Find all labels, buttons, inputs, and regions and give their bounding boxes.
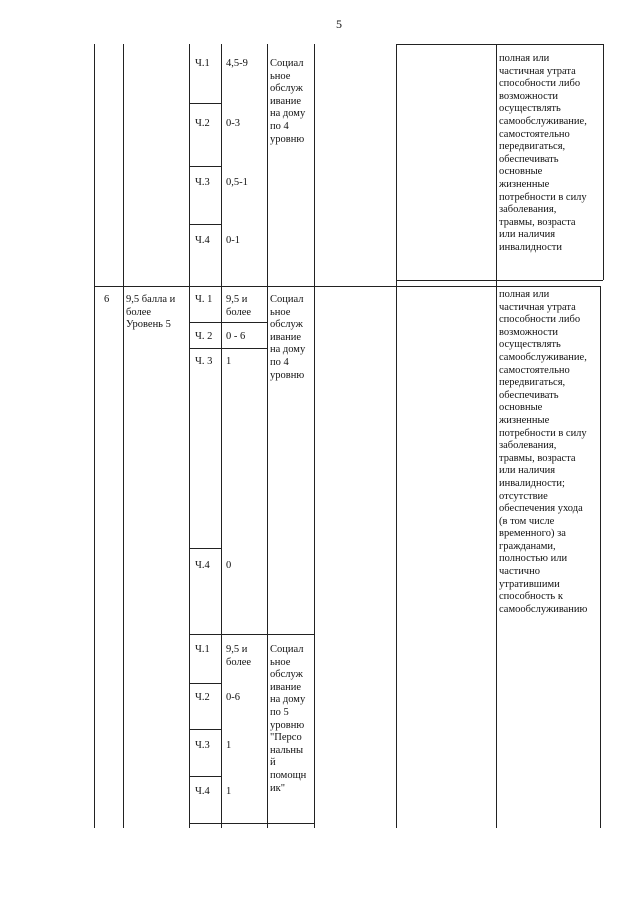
block2a-score-1: 9,5 и более xyxy=(226,294,252,318)
block2a-service-cell: Социал ьное обслуж ивание на дому по 4 уровню xyxy=(270,294,306,381)
block2-note-cell: полная или частичная утрата способности либо возможности осуществлять самообслуживание, самостоятельно передвигаться, обеспечивать основные жизненные потребности в силу заболевания, травмы, возраста или наличия инвалидности; отсутствие обеспечения ухода (в том числе временного) за гражданами, полностью или частично утратившими способность к самообслуживанию xyxy=(499,289,588,615)
block1-score-1: 4,5-9 xyxy=(226,58,248,69)
block2a-score-2: 0 - 6 xyxy=(226,331,246,342)
block1-score-3: 0,5-1 xyxy=(226,177,248,188)
block1-part-3: Ч.3 xyxy=(195,177,210,188)
block2a-score-4: 0 xyxy=(226,560,232,571)
block2-level-cell: 9,5 балла и более Уровень 5 xyxy=(126,294,176,331)
block2a-score-3: 1 xyxy=(226,356,232,367)
block1-score-2: 0-3 xyxy=(226,118,240,129)
block1-part-1: Ч.1 xyxy=(195,58,210,69)
block1-score-4: 0-1 xyxy=(226,235,240,246)
block2b-score-1: 9,5 и более xyxy=(226,644,252,668)
block2b-part-3: Ч.3 xyxy=(195,740,210,751)
block1-part-2: Ч.2 xyxy=(195,118,210,129)
block2b-score-2: 0-6 xyxy=(226,692,240,703)
block1-service-cell: Социал ьное обслуж ивание на дому по 4 уровню xyxy=(270,58,306,145)
block2b-part-4: Ч.4 xyxy=(195,786,210,797)
block2b-part-1: Ч.1 xyxy=(195,644,210,655)
block2b-service-cell: Социал ьное обслуж ивание на дому по 5 уровню "Персо нальны й помощн ик" xyxy=(270,644,307,794)
block1-part-4: Ч.4 xyxy=(195,235,210,246)
block2a-part-1: Ч. 1 xyxy=(195,294,213,305)
block2b-score-4: 1 xyxy=(226,786,232,797)
block2a-part-4: Ч.4 xyxy=(195,560,210,571)
block1-note-cell: полная или частичная утрата способности либо возможности осуществлять самообслуживание, самостоятельно передвигаться, обеспечивать основные жизненные потребности в силу заболевания, травмы, возраста или наличия инвалидности xyxy=(499,53,587,253)
block2a-part-3: Ч. 3 xyxy=(195,356,213,367)
block2a-part-2: Ч. 2 xyxy=(195,331,213,342)
page-number: 5 xyxy=(336,17,342,31)
block2b-part-2: Ч.2 xyxy=(195,692,210,703)
block2-row-number: 6 xyxy=(104,294,110,305)
block2b-score-3: 1 xyxy=(226,740,232,751)
